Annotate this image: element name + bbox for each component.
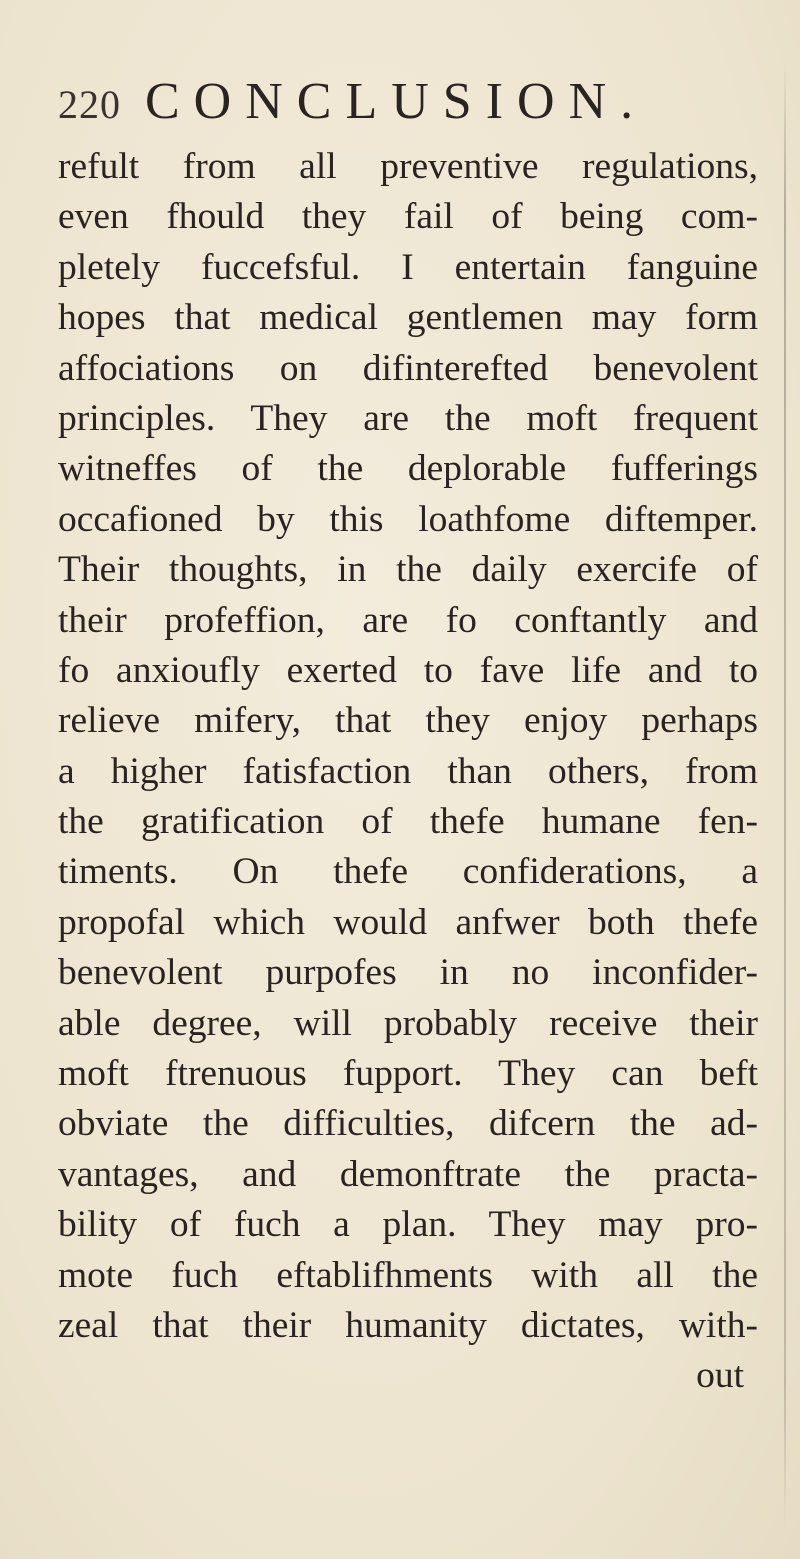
text-line: pletely fuccefsful. I entertain fanguine <box>58 246 758 288</box>
text-line: timents. On thefe confiderations, a <box>58 851 758 893</box>
text-line: refult from all preventive regulations, <box>58 146 758 187</box>
text-line: able degree, will probably receive their <box>58 1002 758 1044</box>
text-line: mote fuch eftablifhments with all the <box>58 1254 758 1296</box>
text-line: their profeffion, are fo conftantly and <box>58 599 758 641</box>
text-line: even fhould they fail of being com- <box>58 196 758 238</box>
text-line: vantages, and demonftrate the practa- <box>58 1153 758 1195</box>
text-line: occafioned by this loathfome diftemper. <box>58 498 758 540</box>
text-line: fo anxioufly exerted to fave life and to <box>58 649 758 691</box>
text-line: benevolent purpofes in no inconfider- <box>58 952 758 994</box>
text-line: bility of fuch a plan. They may pro- <box>58 1204 758 1246</box>
text-line: obviate the difficulties, difcern the ad- <box>58 1103 758 1145</box>
text-line: relieve mifery, that they enjoy perhaps <box>58 700 758 742</box>
text-line: witneffes of the deplorable fufferings <box>58 448 758 490</box>
text-line: Their thoughts, in the daily exercife of <box>58 549 758 591</box>
text-line: principles. They are the moft frequent <box>58 397 758 439</box>
catchword: out <box>696 1355 744 1397</box>
text-line: hopes that medical gentlemen may form <box>58 297 758 339</box>
text-line: moft ftrenuous fupport. They can beft <box>58 1053 758 1095</box>
page-header <box>58 72 647 131</box>
text-line: the gratification of thefe humane fen- <box>58 801 758 843</box>
text-line: a higher fatisfaction than others, from <box>58 750 758 792</box>
page-number: 220 <box>58 82 121 127</box>
text-line: zeal that their humanity dictates, with- <box>58 1304 758 1346</box>
body-text <box>58 142 758 1402</box>
text-line: affociations on difinterefted benevolent <box>58 347 758 389</box>
running-head: CONCLUSION. <box>145 73 648 130</box>
text-line: propofal which would anfwer both thefe <box>58 901 758 943</box>
page-edge-shadow <box>784 60 786 1530</box>
